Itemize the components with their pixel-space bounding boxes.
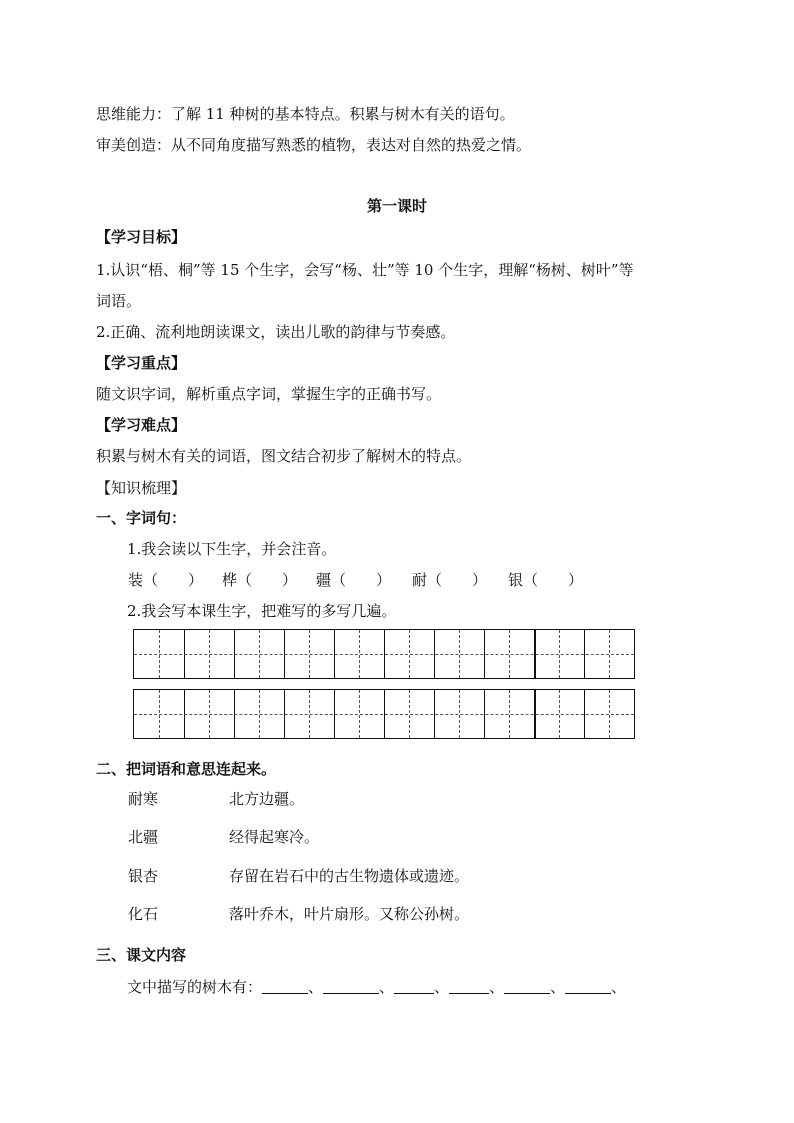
section-2-title: 二、把词语和意思连起来。	[96, 760, 277, 778]
answer-blank[interactable]	[504, 978, 550, 994]
match-meaning[interactable]: 北方边疆。	[229, 790, 305, 808]
answer-blank[interactable]	[323, 978, 379, 994]
knowledge-heading: 【知识梳理】	[96, 479, 187, 497]
answer-blank[interactable]	[262, 978, 308, 994]
key-points-text: 随文识字词，解析重点字词，掌握生字的正确书写。	[96, 385, 442, 403]
task-1: 1.我会读以下生字，并会注音。	[127, 540, 337, 558]
difficulties-text: 积累与树木有关的词语，图文结合初步了解树木的特点。	[96, 447, 472, 465]
pinyin-item: 装（ ）	[128, 571, 204, 589]
pinyin-item: 银（ ）	[508, 571, 584, 589]
goal-2: 2.正确、流利地朗读课文，读出儿歌的韵律与节奏感。	[96, 323, 456, 341]
separator: 、	[611, 978, 627, 996]
difficulties-heading: 【学习难点】	[96, 416, 187, 434]
pinyin-item: 耐（ ）	[412, 571, 488, 589]
answer-blank[interactable]	[449, 978, 489, 994]
match-word[interactable]: 北疆	[128, 828, 159, 846]
pinyin-item: 疆（ ）	[316, 571, 392, 589]
goals-heading: 【学习目标】	[96, 228, 187, 246]
separator: 、	[434, 978, 450, 996]
grid-midline	[134, 654, 634, 655]
match-word[interactable]: 化石	[128, 905, 159, 923]
separator: 、	[379, 978, 395, 996]
tree-list-prompt: 文中描写的树木有：	[127, 978, 263, 996]
tree-list-line	[127, 977, 626, 997]
lesson-title: 第一课时	[366, 197, 427, 215]
match-word[interactable]: 银杏	[128, 867, 159, 885]
section-1-title: 一、字词句：	[96, 509, 187, 527]
writing-grid-row-1[interactable]	[133, 629, 635, 679]
match-word[interactable]: 耐寒	[128, 790, 159, 808]
task-2: 2.我会写本课生字，把难写的多写几遍。	[127, 602, 397, 620]
separator: 、	[308, 978, 324, 996]
objective-aesthetic: 审美创造：从不同角度描写熟悉的植物，表达对自然的热爱之情。	[96, 136, 532, 154]
match-meaning[interactable]: 经得起寒冷。	[229, 828, 320, 846]
answer-blank[interactable]	[565, 978, 611, 994]
answer-blank[interactable]	[394, 978, 434, 994]
section-3-title: 三、课文内容	[96, 946, 187, 964]
match-meaning[interactable]: 落叶乔木，叶片扇形。又称公孙树。	[229, 905, 470, 923]
match-meaning[interactable]: 存留在岩石中的古生物遗体或遗迹。	[229, 867, 470, 885]
writing-grid-row-2[interactable]	[133, 689, 635, 739]
grid-midline	[134, 714, 634, 715]
objective-thinking: 思维能力：了解 11 种树的基本特点。积累与树木有关的语句。	[96, 105, 515, 123]
pinyin-item: 桦（ ）	[222, 571, 298, 589]
goal-1: 1.认识“梧、桐”等 15 个生字，会写“杨、壮”等 10 个生字，理解“杨树、树叶”等	[96, 261, 634, 279]
goal-1-continued: 词语。	[96, 292, 142, 310]
separator: 、	[489, 978, 505, 996]
key-points-heading: 【学习重点】	[96, 354, 187, 372]
separator: 、	[550, 978, 566, 996]
